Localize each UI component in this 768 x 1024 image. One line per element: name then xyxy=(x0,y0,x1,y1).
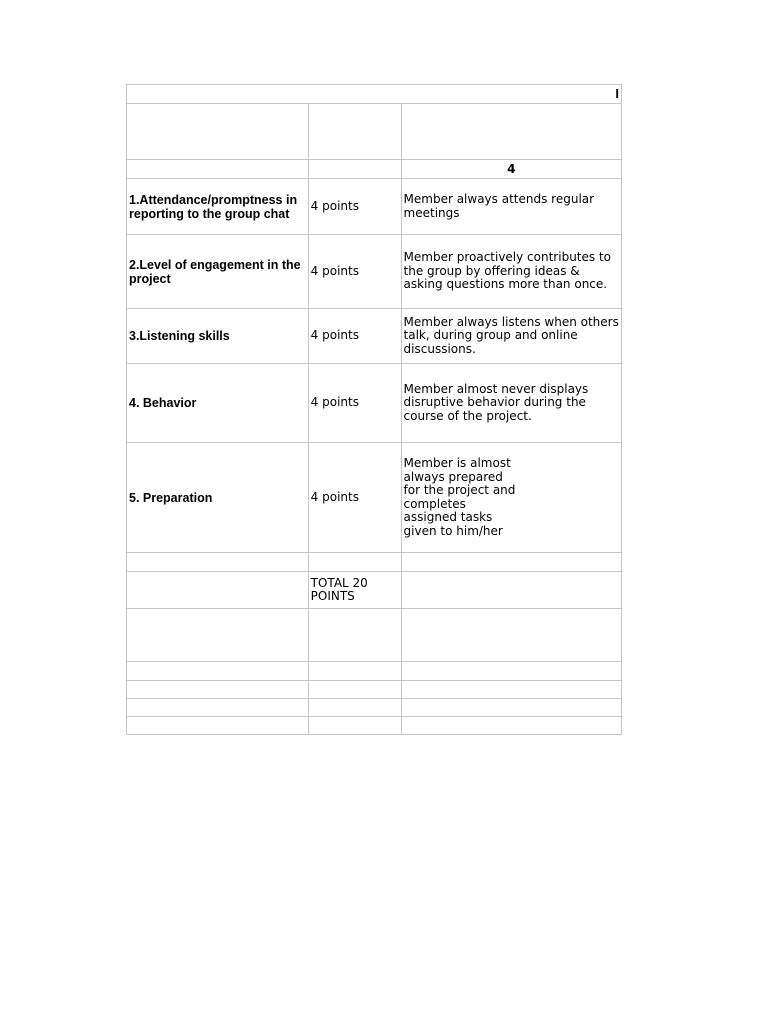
empty-cell xyxy=(401,553,621,572)
empty-cell xyxy=(308,553,401,572)
blank-row xyxy=(127,609,622,662)
rubric-row xyxy=(127,179,622,235)
score-header-row xyxy=(127,160,622,179)
empty-cell xyxy=(308,699,401,717)
points-cell: 4 points xyxy=(308,443,401,553)
empty-cell xyxy=(308,160,401,179)
description-cell: Member is almost always prepared for the project and completes assigned tasks given to him/her xyxy=(401,443,621,553)
empty-cell xyxy=(401,572,621,609)
rubric-row xyxy=(127,364,622,443)
rubric-row xyxy=(127,309,622,364)
description-cell: Member almost never displays disruptive behavior during the course of the project. xyxy=(401,364,621,443)
empty-cell xyxy=(308,717,401,735)
criterion-cell: 2.Level of engagement in the project xyxy=(127,235,309,309)
criterion-cell: 5. Preparation xyxy=(127,443,309,553)
criterion-cell: 4. Behavior xyxy=(127,364,309,443)
empty-cell xyxy=(401,681,621,699)
criterion-cell: 1.Attendance/promptness in reporting to the group chat xyxy=(127,179,309,235)
points-cell: 4 points xyxy=(308,235,401,309)
blank-row xyxy=(127,553,622,572)
score-header-cell: 4 xyxy=(401,160,621,179)
empty-cell xyxy=(127,572,309,609)
empty-cell xyxy=(127,609,309,662)
empty-cell xyxy=(127,681,309,699)
description-cell: Member always attends regular meetings xyxy=(401,179,621,235)
criterion-cell: 3.Listening skills xyxy=(127,309,309,364)
empty-cell xyxy=(401,609,621,662)
empty-cell xyxy=(308,609,401,662)
empty-cell xyxy=(127,717,309,735)
empty-cell xyxy=(308,681,401,699)
empty-cell xyxy=(127,699,309,717)
empty-cell xyxy=(401,717,621,735)
points-cell: 4 points xyxy=(308,179,401,235)
total-row xyxy=(127,572,622,609)
blank-row xyxy=(127,699,622,717)
empty-cell xyxy=(308,662,401,681)
rubric-row xyxy=(127,235,622,309)
rubric-table xyxy=(126,84,622,735)
empty-cell xyxy=(401,699,621,717)
empty-cell xyxy=(308,104,401,160)
empty-cell xyxy=(127,662,309,681)
title-row xyxy=(127,85,622,104)
description-cell: Member always listens when others talk, during group and online discussions. xyxy=(401,309,621,364)
empty-cell xyxy=(127,160,309,179)
header-blank-row xyxy=(127,104,622,160)
empty-cell xyxy=(401,662,621,681)
points-cell: 4 points xyxy=(308,309,401,364)
empty-cell xyxy=(127,104,309,160)
points-cell: 4 points xyxy=(308,364,401,443)
title-cell: I xyxy=(127,85,622,104)
blank-row xyxy=(127,681,622,699)
blank-row xyxy=(127,662,622,681)
rubric-row xyxy=(127,443,622,553)
empty-cell xyxy=(127,553,309,572)
total-label-cell: TOTAL 20 POINTS xyxy=(308,572,401,609)
description-cell: Member proactively contributes to the group by offering ideas & asking questions more than once. xyxy=(401,235,621,309)
blank-row xyxy=(127,717,622,735)
empty-cell xyxy=(401,104,621,160)
